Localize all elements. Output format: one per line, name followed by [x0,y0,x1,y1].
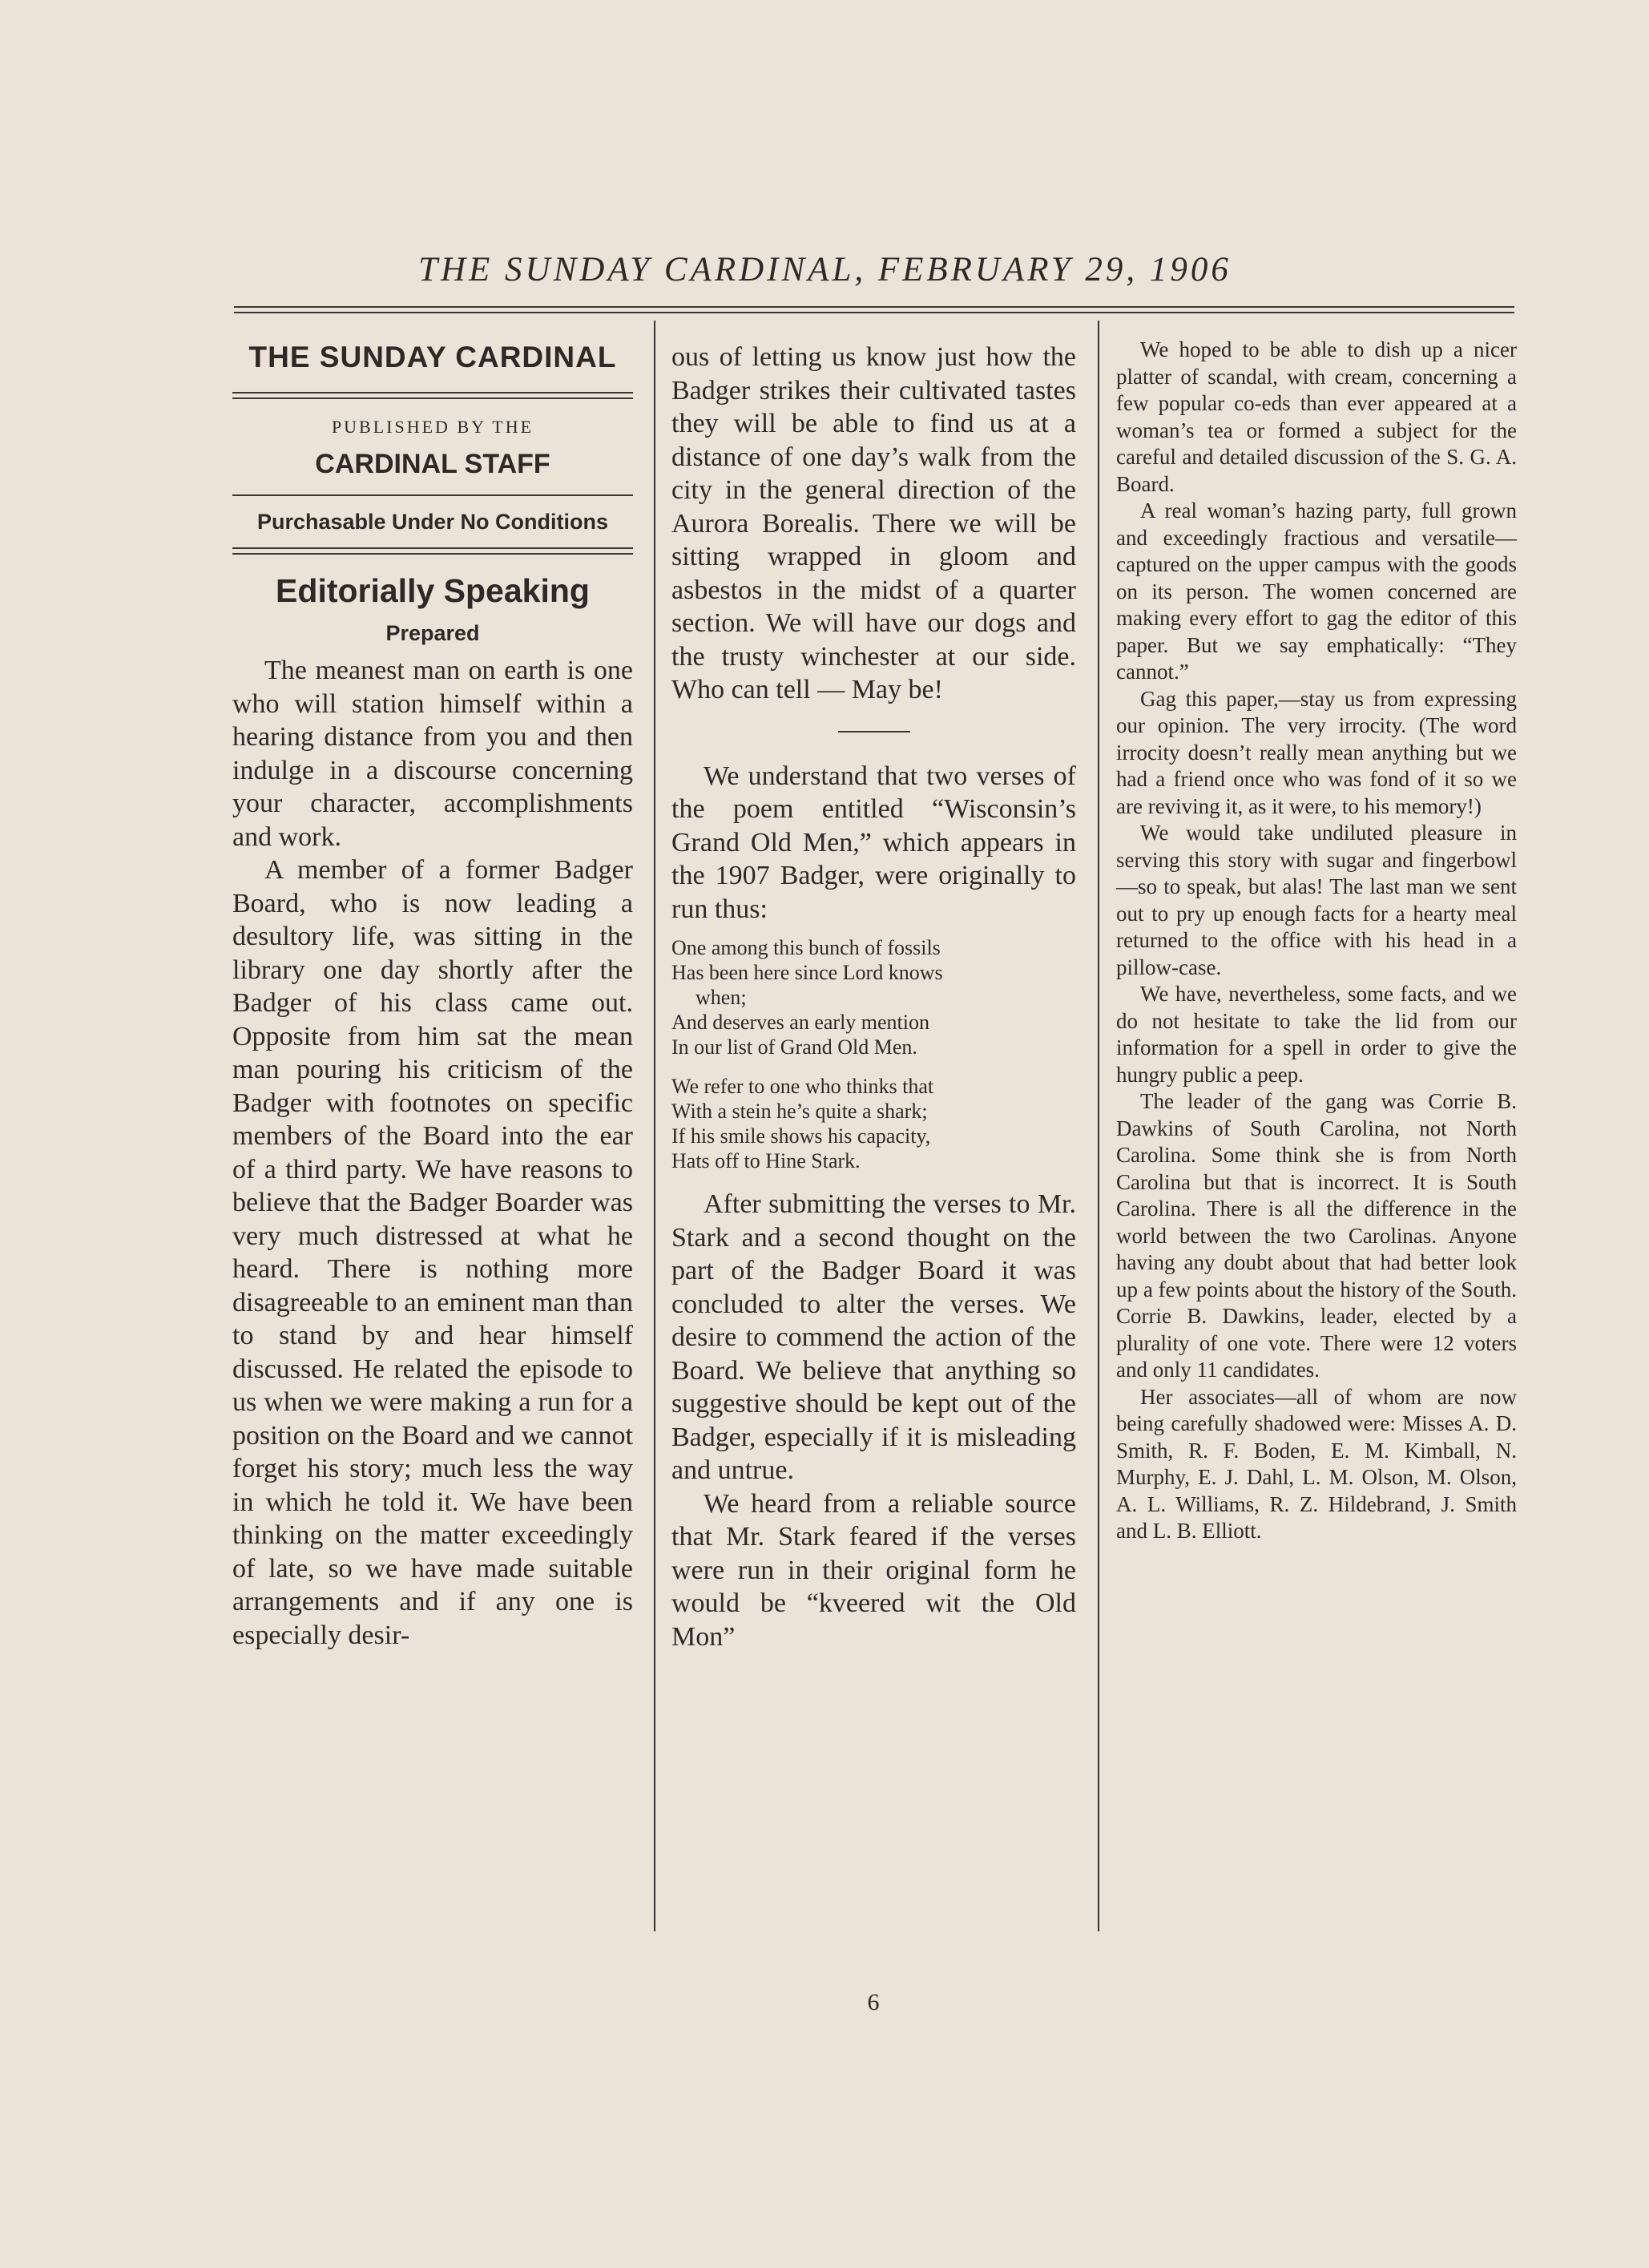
poem-line: Hats off to Hine Stark. [671,1149,861,1172]
section-separator [838,731,910,732]
paragraph: Her associates—all of whom are now being carefully shadowed were: Misses A. D. Smith, R. F. Boden, E. M. Kimball, N. Murphy, E. J. Dahl, L. M. Olson, M. Olson, A. L. Williams, R. Z. Hildebrand, J. Smith and L. B. Elliott. [1116,1384,1517,1543]
paragraph: We have, nevertheless, some facts, and we do not hesitate to take the lid from our information for a spell in order to give the hungry public a peep. [1116,982,1517,1087]
tagline-rule [232,547,633,555]
column-divider-right [1098,321,1099,1931]
poem-line: If his smile shows his capacity, [671,1124,931,1148]
poem-line: We refer to one who thinks that [671,1075,934,1098]
editorial-body [232,654,633,1652]
paragraph-continued: ous of letting us know just how the Badger strikes their cultivated tastes they will be able to find us at a distance of one day’s walk from the city in the general direction of the Aurora Borealis. There we will be sitting wrapped in gloom and asbestos in the midst of a quarter section. We will have our dogs and the trusty winchester at our side. Who can tell — May be! [671,342,1076,704]
header-rule [234,306,1514,313]
poem-line: when; [695,986,747,1009]
running-head: THE SUNDAY CARDINAL, FEBRUARY 29, 1906 [418,251,1232,289]
paragraph: A member of a former Badger Board, who is now leading a desultory life, was sitting in the library one day shortly after the Badger of his class came out. Opposite from him sat the mean man pouring his criticism of the Badger with footnotes on specific members of the Board into the ear of a third party. We have reasons to believe that the Badger Boarder was very much distressed at what he heard. There is nothing more disagreeable to an eminent man than to stand by and hear himself discussed. He related the episode to us when we were making a run for a position on the Board and we cannot forget his story; much less the way in which he told it. We have been thinking on the matter exceedingly of late, so we have made suitable arrangements and if any one is especially desir- [232,855,633,1650]
page-number: 6 [867,1989,880,2016]
column-3 [1116,337,1517,1545]
section-heading: Editorially Speaking [276,572,590,609]
masthead-rule [232,392,633,399]
paragraph: We would take undiluted pleasure in serving this story with sugar and fingerbowl—so to speak, but alas! The last man we sent out to pry up enough facts for a hearty meal returned to the office with his head in a pillow-case. [1116,821,1517,979]
poem-line: And deserves an early mention [671,1011,930,1034]
poem-stanza [671,935,1076,1059]
poem-line: Has been here since Lord knows [671,961,943,984]
poem-line: With a stein he’s quite a shark; [671,1100,928,1123]
paragraph: A real woman’s hazing party, full grown and exceedingly fractious and versatile—captured on the upper campus with the goods on its person. The women concerned are making every effort to gag the editor of this paper. But we say emphatically: “They cannot.” [1116,498,1517,684]
poem [671,935,1076,1173]
tagline: Purchasable Under No Conditions [256,510,609,534]
paragraph: We understand that two verses of the poem entitled “Wisconsin’s Grand Old Men,” which appears in the 1907 Badger, were originally to run thus: [671,761,1076,924]
poem-stanza [671,1074,1076,1173]
masthead-title: THE SUNDAY CARDINAL [248,341,617,373]
paragraph: We heard from a reliable source that Mr. Stark feared if the verses were run in their original form he would be “kveered wit the Old Mon” [671,1488,1076,1652]
paragraph: The leader of the gang was Corrie B. Dawkins of South Carolina, not North Carolina. Some think she is from North Carolina but that is incorrect. It is South Carolina. There is all the difference in the world between the two Carolinas. Anyone having any doubt about that had better look up a few points about the history of the South. Corrie B. Dawkins, leader, elected by a plurality of one vote. There were 12 voters and only 11 candidates. [1116,1089,1517,1382]
poem-line: One among this bunch of fossils [671,936,941,959]
column-1 [232,321,633,1652]
poem-line: In our list of Grand Old Men. [671,1035,917,1059]
staff-name: CARDINAL STAFF [315,449,550,479]
published-by: PUBLISHED BY THE [331,417,534,437]
staff-rule [232,494,633,496]
paragraph: The meanest man on earth is one who will station himself within a hearing distance from you and then indulge in a discourse concerning your character, accomplishments and work. [232,656,633,852]
section-subheading: Prepared [385,621,480,645]
paragraph: Gag this paper,—stay us from expressing our opinion. The very irrocity. (The word irrocity doesn’t really mean anything but we had a friend once who was fond of it so we are reviving it, as it were, to his memory!) [1116,686,1517,818]
paragraph: After submitting the verses to Mr. Stark and a second thought on the part of the Badger Board it was concluded to alter the verses. We desire to commend the action of the Board. We believe that anything so suggestive should be kept out of the Badger, especially if it is misleading and untrue. [671,1189,1076,1485]
column-divider-left [654,321,655,1931]
column-2 [671,341,1076,1653]
paragraph: We hoped to be able to dish up a nicer platter of scandal, with cream, concerning a few popular co-eds than ever appeared at a woman’s tea or formed a subject for the careful and detailed discussion of the S. G. A. Board. [1116,337,1517,496]
